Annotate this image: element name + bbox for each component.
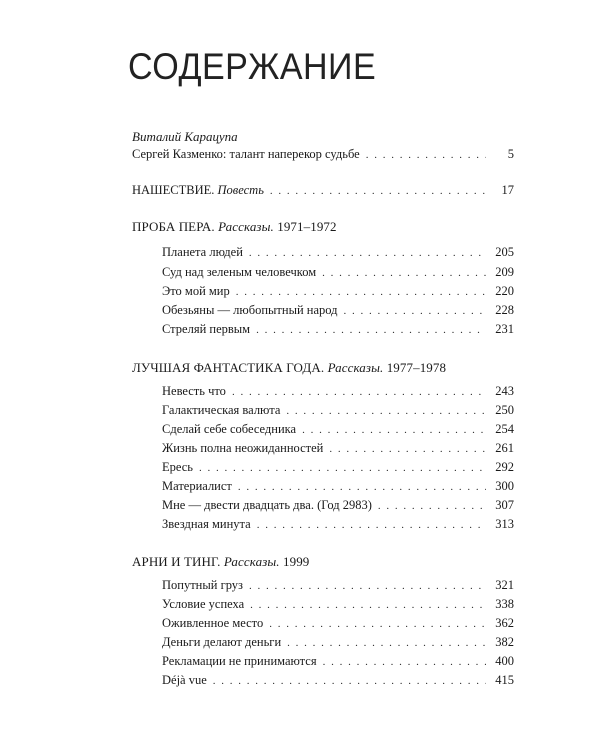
toc-entry-title: Ересь xyxy=(162,460,193,474)
dot-leader xyxy=(366,147,486,163)
dot-leader xyxy=(238,479,486,495)
section-title: ЛУЧШАЯ ФАНТАСТИКА ГОДА. xyxy=(132,360,325,375)
toc-entry[interactable] xyxy=(162,596,514,612)
section-subtitle: Рассказы. xyxy=(223,554,280,569)
section-years: 1977–1978 xyxy=(386,360,447,375)
toc-entry[interactable] xyxy=(162,672,514,688)
toc-entry[interactable] xyxy=(162,283,514,299)
toc-entry-page: 300 xyxy=(495,479,514,493)
dot-leader xyxy=(322,265,486,281)
dot-leader xyxy=(250,597,486,613)
toc-entry-page: 243 xyxy=(495,384,514,398)
toc-entry-title: Стреляй первым xyxy=(162,322,251,336)
section-subtitle: Рассказы. xyxy=(327,360,384,375)
toc-entry[interactable] xyxy=(162,402,514,418)
dot-leader xyxy=(323,654,486,670)
novella-title: НАШЕСТВИЕ. xyxy=(132,183,215,197)
toc-entry-title: Попутный груз xyxy=(162,578,243,592)
toc-entry-title: Невесть что xyxy=(162,384,226,398)
toc-entry[interactable] xyxy=(162,264,514,280)
section-title: АРНИ И ТИНГ. xyxy=(132,554,221,569)
toc-entry-title: Это мой мир xyxy=(162,284,230,298)
toc-entry[interactable] xyxy=(162,478,514,494)
section-heading-arni-i-ting xyxy=(132,554,309,570)
dot-leader xyxy=(286,403,486,419)
toc-entry-page: 292 xyxy=(495,460,514,474)
dot-leader xyxy=(287,635,486,651)
toc-entry-page: 231 xyxy=(495,322,514,336)
toc-entry-title: Обезьяны — любопытный народ xyxy=(162,303,338,317)
toc-entry[interactable] xyxy=(162,634,514,650)
toc-entry-title: Галактическая валюта xyxy=(162,403,281,417)
toc-entry-title: Материалист xyxy=(162,479,232,493)
toc-entry-page: 209 xyxy=(495,265,514,279)
toc-entry-page: 415 xyxy=(495,673,514,687)
section-subtitle: Рассказы. xyxy=(218,219,274,234)
dot-leader xyxy=(344,303,486,319)
toc-entry-page: 228 xyxy=(495,303,514,317)
toc-entry-novella[interactable] xyxy=(132,182,514,198)
dot-leader xyxy=(256,322,486,338)
toc-entry-page: 261 xyxy=(495,441,514,455)
toc-entry-title xyxy=(132,182,270,198)
toc-entry-page: 362 xyxy=(495,616,514,630)
section-heading-luchshaya-fantastika xyxy=(132,360,446,376)
toc-entry[interactable] xyxy=(162,577,514,593)
toc-entry-page: 254 xyxy=(495,422,514,436)
toc-entry-title: Сергей Казменко: талант наперекор судьбе xyxy=(132,147,360,161)
dot-leader xyxy=(213,673,486,689)
toc-entry-page: 5 xyxy=(507,147,514,161)
toc-entry-page: 220 xyxy=(495,284,514,298)
toc-entry[interactable] xyxy=(162,244,514,260)
section-years: 1999 xyxy=(283,554,310,569)
toc-entry[interactable] xyxy=(162,440,514,456)
toc-entry-page: 307 xyxy=(495,498,514,512)
toc-entry[interactable] xyxy=(162,459,514,475)
preface-author: Виталий Карацупа xyxy=(132,129,238,144)
dot-leader xyxy=(236,284,486,300)
toc-entry-page: 400 xyxy=(495,654,514,668)
page-title: СОДЕРЖАНИЕ xyxy=(128,46,377,87)
toc-entry-page: 313 xyxy=(495,517,514,531)
toc-entry-title: Звездная минута xyxy=(162,517,251,531)
toc-entry-title: Сделай себе собеседника xyxy=(162,422,297,436)
section-years: 1971–1972 xyxy=(277,219,337,234)
dot-leader xyxy=(329,441,486,457)
dot-leader xyxy=(257,517,486,533)
toc-entry[interactable] xyxy=(162,497,514,513)
toc-entry-page: 250 xyxy=(495,403,514,417)
toc-entry-title: Мне — двести двадцать два. (Год 2983) xyxy=(162,498,372,512)
toc-entry[interactable] xyxy=(162,516,514,532)
toc-entry[interactable] xyxy=(162,302,514,318)
toc-entry-title: Планета людей xyxy=(162,245,243,259)
section-title: ПРОБА ПЕРА. xyxy=(132,219,215,234)
dot-leader xyxy=(270,183,486,199)
toc-entry[interactable] xyxy=(162,383,514,399)
toc-entry-title: Рекламации не принимаются xyxy=(162,654,317,668)
dot-leader xyxy=(199,460,486,476)
dot-leader xyxy=(269,616,486,632)
dot-leader xyxy=(302,422,486,438)
toc-entry-title: Déjà vue xyxy=(162,673,207,687)
toc-entry-title: Жизнь полна неожиданностей xyxy=(162,441,324,455)
toc-entry-page: 338 xyxy=(495,597,514,611)
toc-entry-page: 321 xyxy=(495,578,514,592)
toc-entry-page: 17 xyxy=(501,183,514,197)
toc-entry-page: 205 xyxy=(495,245,514,259)
toc-entry[interactable] xyxy=(162,615,514,631)
toc-entry-title: Деньги делают деньги xyxy=(162,635,282,649)
toc-entry-page: 382 xyxy=(495,635,514,649)
section-heading-proba-pera xyxy=(132,219,337,235)
toc-entry[interactable] xyxy=(162,321,514,337)
toc-entry-title: Оживленное место xyxy=(162,616,264,630)
toc-entry-title: Суд над зеленым человечком xyxy=(162,265,317,279)
dot-leader xyxy=(378,498,486,514)
toc-entry-title: Условие успеха xyxy=(162,597,245,611)
dot-leader xyxy=(249,245,486,261)
toc-entry[interactable] xyxy=(162,653,514,669)
toc-entry[interactable] xyxy=(162,421,514,437)
toc-entry-preface[interactable] xyxy=(132,146,514,162)
dot-leader xyxy=(249,578,486,594)
dot-leader xyxy=(232,384,486,400)
novella-subtitle: Повесть xyxy=(217,183,264,197)
